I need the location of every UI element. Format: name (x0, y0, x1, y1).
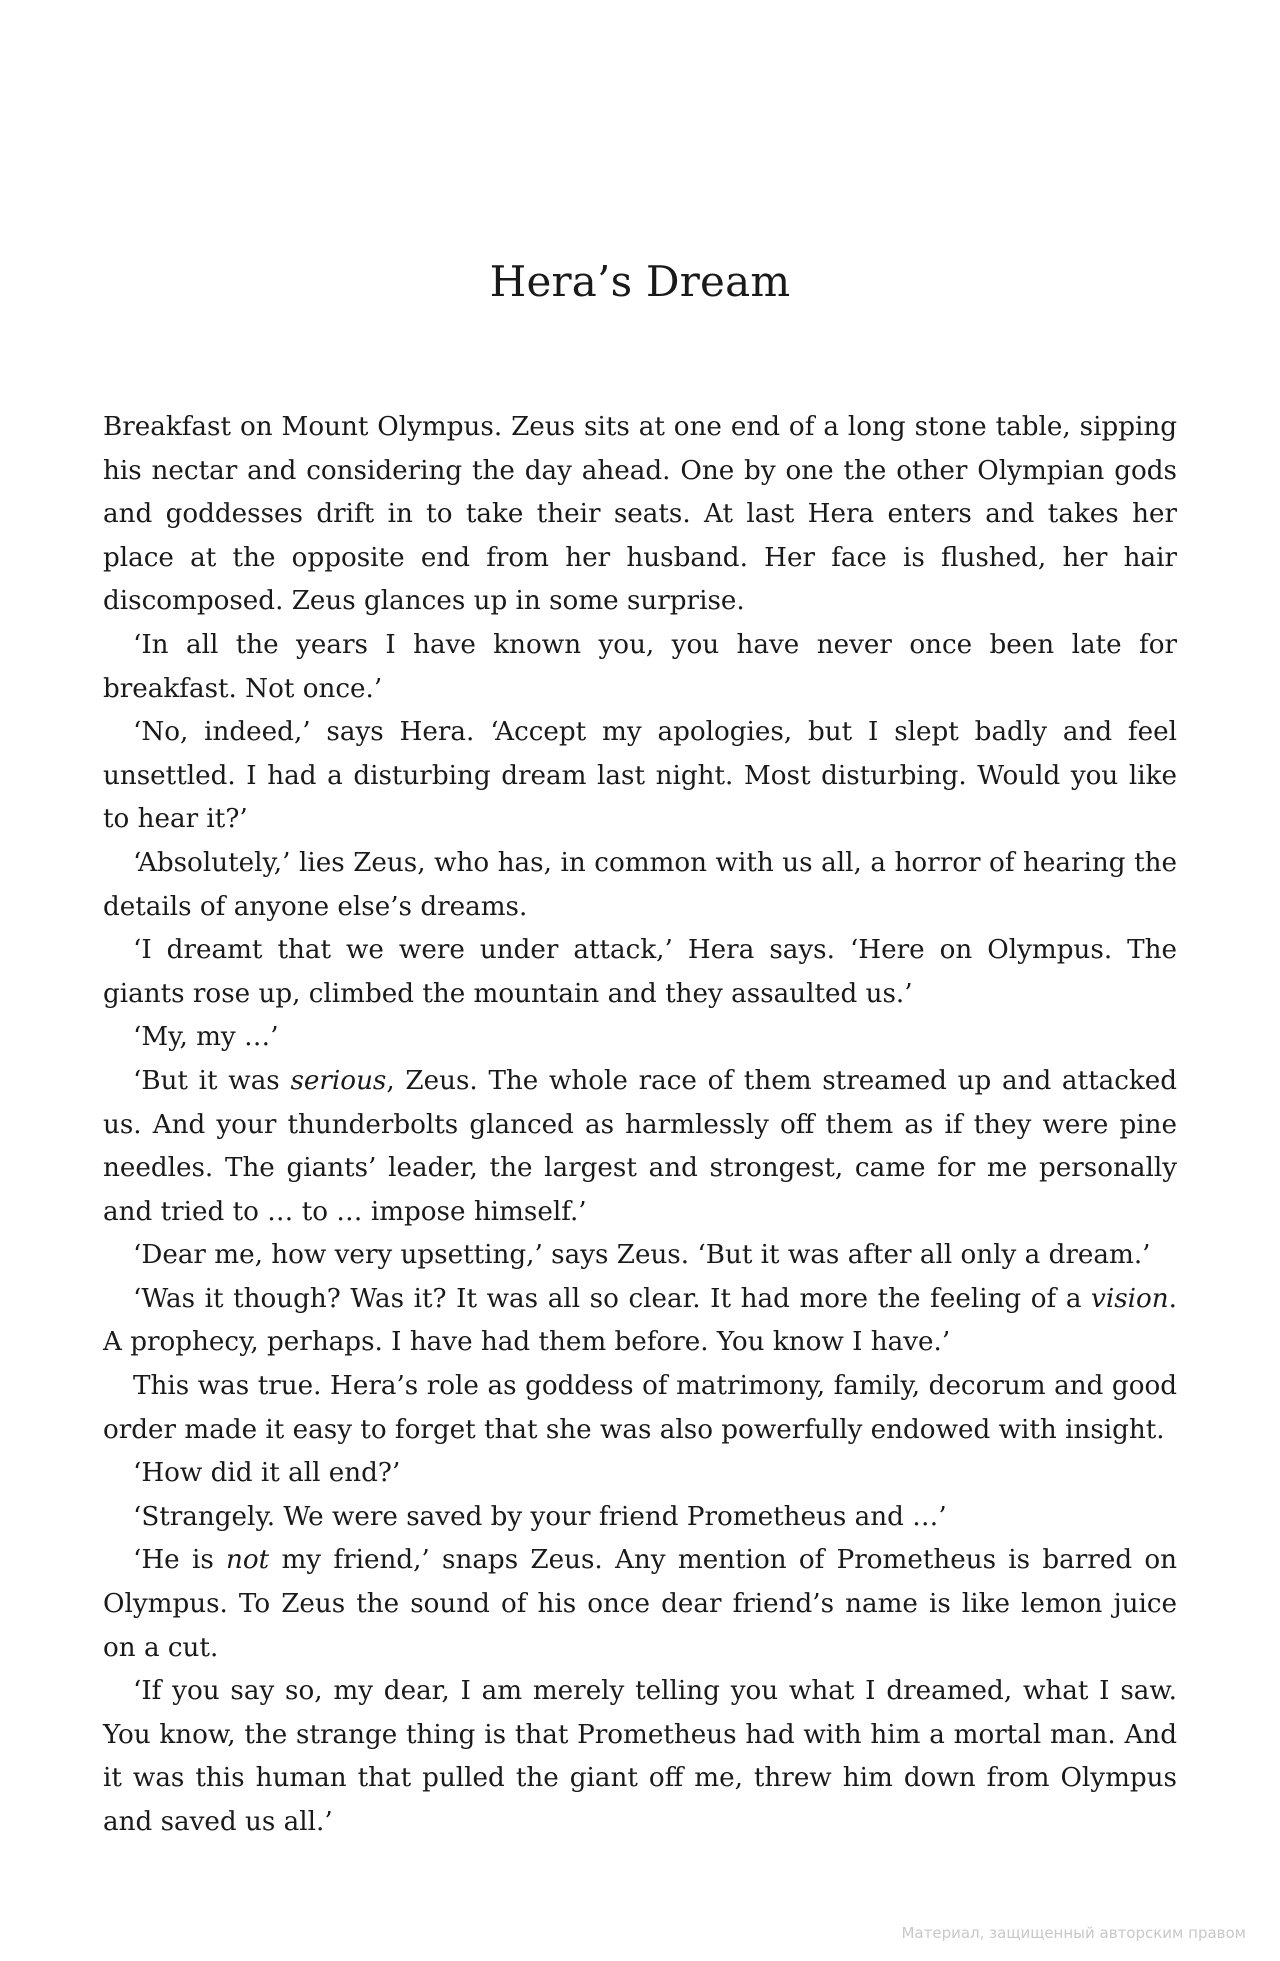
paragraph (103, 929, 1177, 1016)
paragraph (103, 1016, 1177, 1060)
paragraph (103, 1496, 1177, 1540)
paragraph-text: ‘He is (133, 1545, 227, 1576)
chapter-title: Hera’s Dream (489, 257, 791, 306)
paragraph (103, 406, 1177, 624)
paragraph-text: ‘But it was (133, 1065, 291, 1096)
paragraph-text: This was true. Hera’s role as goddess of matrimony, family, decorum and good order made it easy to forget that she was also powerfully endowed with insight. (103, 1371, 1177, 1445)
paragraph (103, 624, 1177, 711)
paragraph-text: ‘Absolutely,’ lies Zeus, who has, in common with us all, a horror of hearing the details of anyone else’s dreams. (103, 847, 1177, 922)
paragraph-text: ‘Strangely. We were saved by your friend Prometheus and …’ (133, 1501, 947, 1532)
paragraph (103, 1452, 1177, 1496)
emphasized-text: vision (1091, 1283, 1169, 1314)
paragraph-text: ‘I dreamt that we were under attack,’ Hera says. ‘Here on Olympus. The giants rose up, climbed the mountain and they assaulted us.’ (103, 935, 1177, 1009)
paragraph-text: ‘Dear me, how very upsetting,’ says Zeus. ‘But it was after all only a dream.’ (133, 1240, 1151, 1271)
paragraph-text: ‘No, indeed,’ says Hera. ‘Accept my apologies, but I slept badly and feel unsettled. I had a disturbing dream last night. Most disturbing. Would you like to hear it?’ (103, 717, 1177, 835)
paragraph-text: ‘In all the years I have known you, you have never once been late for breakfast. Not once.’ (103, 629, 1177, 704)
emphasized-text: serious (290, 1065, 387, 1096)
paragraph-text: my friend,’ snaps Zeus. Any mention of Prometheus is barred on Olympus. To Zeus the sound of his once dear friend’s name is like lemon juice on a cut. (103, 1545, 1177, 1663)
paragraph-text: ‘If you say so, my dear, I am merely telling you what I dreamed, what I saw. You know, the strange thing is that Prometheus had with him a mortal man. And it was this human that pulled the giant off me, threw him down from Olympus and saved us all.’ (103, 1676, 1177, 1837)
paragraph-text: Breakfast on Mount Olympus. Zeus sits at one end of a long stone table, sipping his nectar and considering the day ahead. One by one the other Olympian gods and goddesses drift in to take their seats. At last Hera enters and takes her place at the opposite end from her husband. Her face is flushed, her hair discomposed. Zeus glances up in some surprise. (103, 412, 1177, 617)
copyright-watermark: Материал, защищенный авторским правом (901, 1924, 1246, 1942)
paragraph (103, 711, 1177, 842)
paragraph-text: ‘How did it all end?’ (133, 1458, 401, 1489)
paragraph-text: ‘Was it though? Was it? It was all so clear. It had more the feeling of a (133, 1283, 1092, 1314)
paragraph (103, 1060, 1177, 1234)
paragraph (103, 1539, 1177, 1670)
emphasized-text: not (226, 1545, 270, 1576)
paragraph (103, 1365, 1177, 1452)
paragraph (103, 1670, 1177, 1844)
paragraph (103, 1278, 1177, 1365)
paragraph-text: , Zeus. The whole race of them streamed up and attacked us. And your thunderbolts glanced as harmlessly off them as if they were pine needles. The giants’ leader, the largest and strongest, came for me personally and tried to … to … impose himself.’ (103, 1065, 1177, 1227)
paragraph (103, 1234, 1177, 1278)
paragraph-text: ‘My, my …’ (133, 1022, 279, 1053)
paragraph-text: . A prophecy, perhaps. I have had them before. You know I have.’ (103, 1283, 1177, 1358)
chapter-body (103, 406, 1177, 1845)
paragraph (103, 842, 1177, 929)
